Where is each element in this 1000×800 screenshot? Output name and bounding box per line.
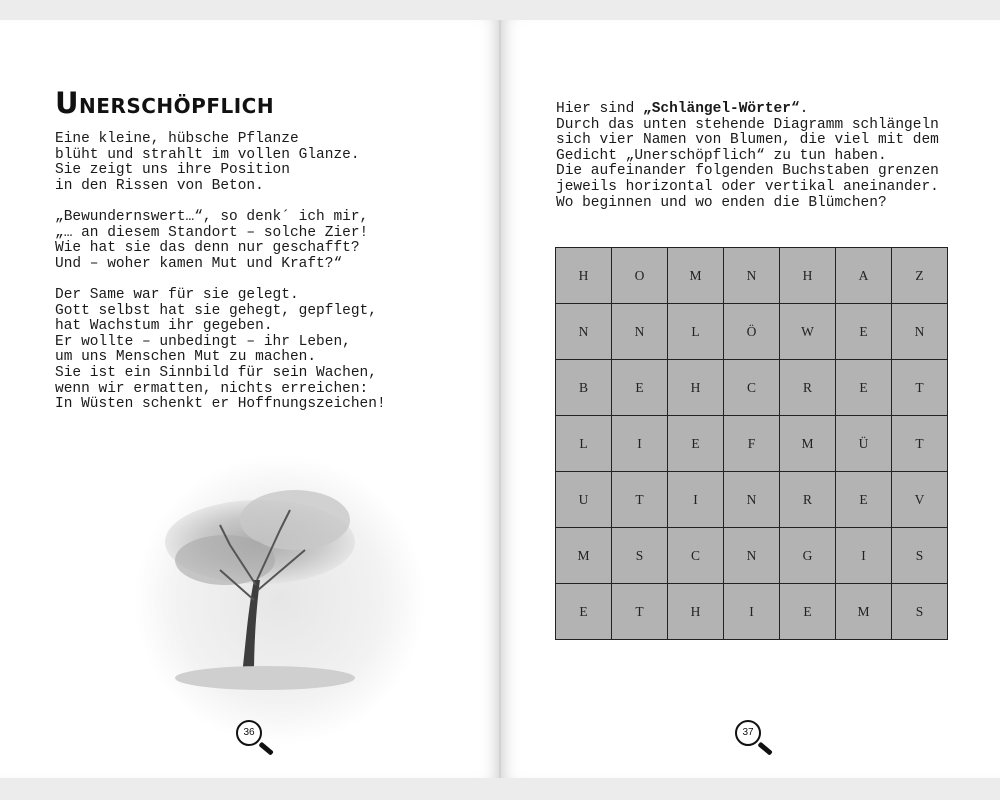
grid-cell[interactable]: N (612, 304, 668, 360)
poem-line: „Bewundernswert…“, so denk´ ich mir, (55, 208, 369, 225)
grid-cell[interactable]: I (836, 528, 892, 584)
intro-line: sich vier Namen von Blumen, die viel mit dem (556, 132, 939, 149)
stanza-3 (55, 288, 475, 413)
page-number-label: 36 (243, 727, 255, 738)
poem-line: Sie ist ein Sinnbild für sein Wachen, (55, 364, 377, 381)
grid-cell[interactable]: C (724, 360, 780, 416)
magnifier-icon (735, 720, 761, 746)
grid-cell[interactable]: U (556, 472, 612, 528)
poem-line: in den Rissen von Beton. (55, 177, 264, 194)
intro-line: Gedicht „Unerschöpflich“ zu tun haben. (556, 147, 887, 164)
grid-cell[interactable]: T (892, 416, 948, 472)
poem-line: In Wüsten schenkt er Hoffnungszeichen! (55, 396, 386, 413)
grid-cell[interactable]: C (668, 528, 724, 584)
right-page (501, 20, 1000, 778)
grid-cell[interactable]: Z (892, 248, 948, 304)
grid-cell[interactable]: H (780, 248, 836, 304)
grid-cell[interactable]: N (556, 304, 612, 360)
grid-cell[interactable]: E (780, 584, 836, 640)
grid-cell[interactable]: E (612, 360, 668, 416)
poem-line: Sie zeigt uns ihre Position (55, 162, 290, 179)
intro-line: jeweils horizontal oder vertikal aneinander. (556, 178, 939, 195)
stanza-2 (55, 210, 475, 272)
poem-line: um uns Menschen Mut zu machen. (55, 349, 317, 366)
grid-cell[interactable]: N (892, 304, 948, 360)
poem-line: Der Same war für sie gelegt. (55, 286, 299, 303)
grid-cell[interactable]: E (668, 416, 724, 472)
stanza-1 (55, 132, 475, 194)
grid-cell[interactable]: T (892, 360, 948, 416)
intro-prefix: Hier sind (556, 101, 644, 117)
grid-cell[interactable]: Ü (836, 416, 892, 472)
grid-cell[interactable]: I (724, 584, 780, 640)
intro-line (556, 102, 976, 118)
grid-cell[interactable]: M (780, 416, 836, 472)
tree-crown (175, 535, 275, 585)
grid-cell[interactable]: M (836, 584, 892, 640)
grid-cell[interactable]: T (612, 584, 668, 640)
grid-cell[interactable]: Ö (724, 304, 780, 360)
letter-grid (555, 247, 948, 640)
magnifier-handle (258, 742, 273, 756)
tree-ground (175, 666, 355, 690)
grid-cell[interactable]: O (612, 248, 668, 304)
grid-cell[interactable]: H (556, 248, 612, 304)
magnifier-icon (236, 720, 262, 746)
poem-title: Unerschöpflich (55, 86, 275, 120)
grid-cell[interactable]: A (836, 248, 892, 304)
grid-cell[interactable]: N (724, 248, 780, 304)
tree-illustration (130, 450, 430, 750)
grid-cell[interactable]: V (892, 472, 948, 528)
grid-cell[interactable]: G (780, 528, 836, 584)
grid-cell[interactable]: H (668, 360, 724, 416)
poem (55, 132, 475, 428)
intro-bold-term: „Schlängel-Wörter“ (643, 101, 800, 117)
poem-line: wenn wir ermatten, nichts erreichen: (55, 380, 369, 397)
grid-cell[interactable]: H (668, 584, 724, 640)
grid-cell[interactable]: E (556, 584, 612, 640)
grid-cell[interactable]: S (892, 528, 948, 584)
page-number-36 (236, 720, 282, 750)
grid-cell[interactable]: S (612, 528, 668, 584)
intro-line: Durch das unten stehende Diagramm schlängeln (556, 116, 939, 133)
left-page (0, 20, 499, 778)
grid-cell[interactable]: I (668, 472, 724, 528)
grid-cell[interactable]: F (724, 416, 780, 472)
grid-cell[interactable]: M (556, 528, 612, 584)
poem-line: Eine kleine, hübsche Pflanze (55, 131, 299, 147)
poem-line: Er wollte – unbedingt – ihr Leben, (55, 333, 351, 350)
poem-line: „… an diesem Standort – solche Zier! (55, 224, 369, 241)
poem-line: Und – woher kamen Mut und Kraft?“ (55, 255, 343, 272)
intro-suffix: . (799, 101, 809, 117)
grid-cell[interactable]: N (724, 472, 780, 528)
grid-cell[interactable]: N (724, 528, 780, 584)
magnifier-handle (757, 742, 772, 756)
grid-cell[interactable]: B (556, 360, 612, 416)
poem-line: hat Wachstum ihr gegeben. (55, 318, 273, 335)
grid-cell[interactable]: R (780, 360, 836, 416)
intro-line: Wo beginnen und wo enden die Blümchen? (556, 194, 887, 211)
grid-cell[interactable]: M (668, 248, 724, 304)
grid-cell[interactable]: R (780, 472, 836, 528)
grid-cell[interactable]: E (836, 472, 892, 528)
grid-cell[interactable]: L (556, 416, 612, 472)
grid-cell[interactable]: L (668, 304, 724, 360)
puzzle-instructions (556, 102, 976, 211)
page-number-37 (735, 720, 781, 750)
grid-cell[interactable]: S (892, 584, 948, 640)
page-number-label: 37 (742, 727, 754, 738)
grid-cell[interactable]: E (836, 304, 892, 360)
grid-cell[interactable]: W (780, 304, 836, 360)
grid-cell[interactable]: I (612, 416, 668, 472)
grid-cell[interactable]: E (836, 360, 892, 416)
grid-cell[interactable]: T (612, 472, 668, 528)
poem-line: blüht und strahlt im vollen Glanze. (55, 146, 360, 163)
poem-line: Gott selbst hat sie gehegt, gepflegt, (55, 302, 377, 319)
book-spread (0, 20, 1000, 778)
poem-line: Wie hat sie das denn nur geschafft? (55, 240, 360, 257)
intro-line: Die aufeinander folgenden Buchstaben grenzen (556, 163, 939, 180)
